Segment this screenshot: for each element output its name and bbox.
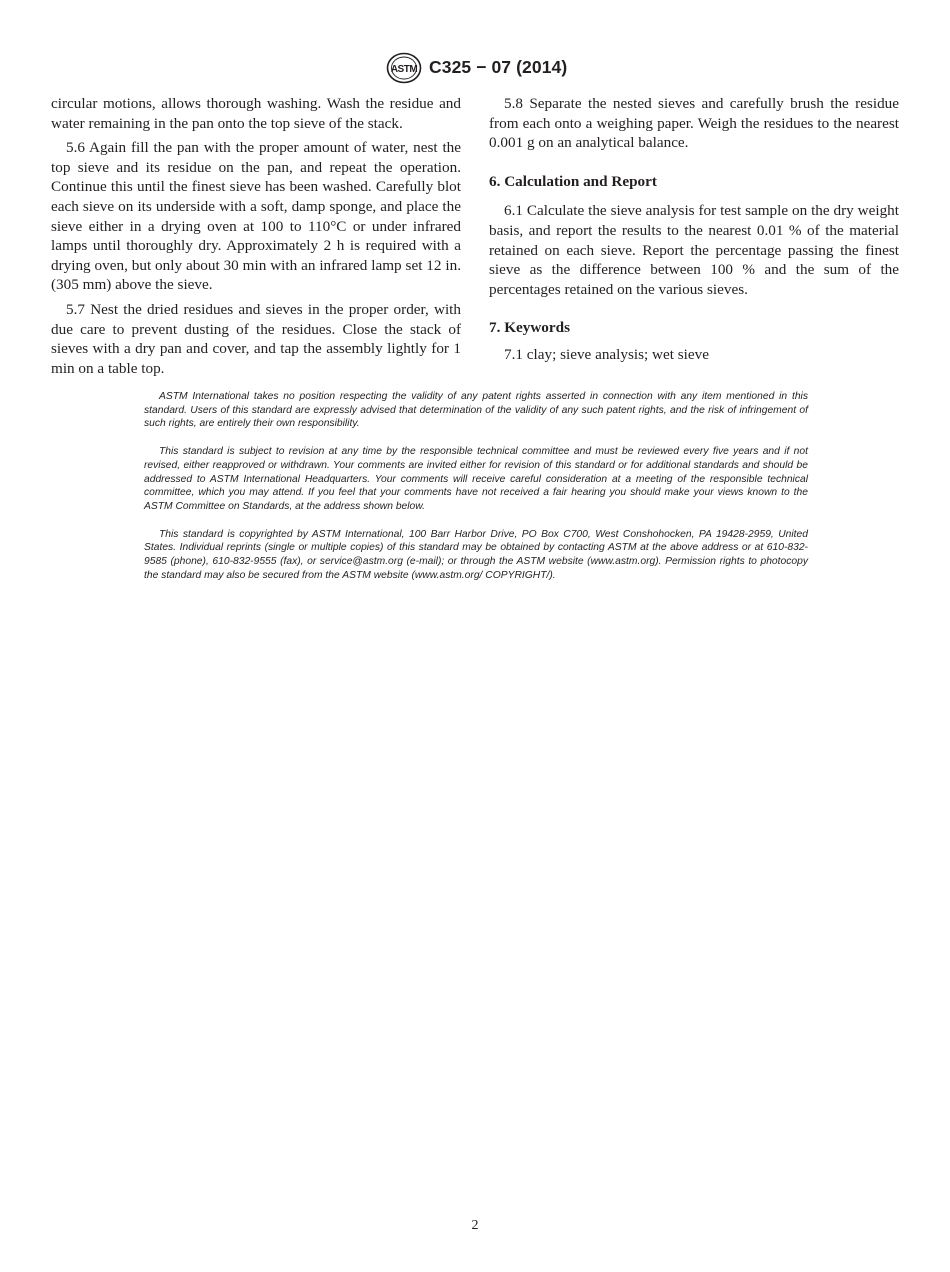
paragraph-5-8: 5.8 Separate the nested sieves and carefully brush the residue from each onto a weighing paper. Weigh the residues to the nearest 0.001 g on an analytical balance. (489, 95, 899, 152)
section-7-heading: 7. Keywords (489, 319, 570, 337)
legal-notices (144, 390, 808, 596)
right-column (489, 94, 899, 365)
paragraph-5-7: 5.7 Nest the dried residues and sieves in the proper order, with due care to prevent dusting of the residues. Close the stack of sieves with a dry pan and cover, and tap the assembly lightly for 1 min on a table top. (51, 300, 461, 377)
paragraph-5-5-continued: circular motions, allows thorough washing. Wash the residue and water remaining in the pan onto the top sieve of the stack. (51, 95, 461, 132)
patent-notice: ASTM International takes no position respecting the validity of any patent rights asserted in connection with any item mentioned in this standard. Users of this standard are expressly advised that determination of the validity of any such patent rights, and the risk of infringement of such rights, are entirely their own responsibility. (144, 391, 808, 430)
paragraph-5-6: 5.6 Again fill the pan with the proper amount of water, nest the top sieve and its residue on the pan, and repeat the operation. Continue this until the finest sieve has been washed. Carefully blot each sieve on its underside with a soft, damp sponge, and place the sieve either in a drying oven at 100 to 110°C or under infrared lamps until thoroughly dry. Approximately 2 h is required with a drying oven, but only about 30 min with an infrared lamp set 12 in. (305 mm) above the sieve. (51, 139, 461, 294)
paragraph-7-1: 7.1 clay; sieve analysis; wet sieve (504, 345, 709, 363)
page-number: 2 (471, 1218, 479, 1233)
astm-logo-icon (386, 52, 422, 84)
revision-notice: This standard is subject to revision at any time by the responsible technical committee and must be reviewed every five years and if not revised, either reapproved or withdrawn. Your comments are invited either for revision of this standard or for additional standards and should be addressed to ASTM International Headquarters. Your comments will receive careful consideration at a meeting of the responsible technical committee, which you may attend. If you feel that your comments have not received a fair hearing you should make your views known to the ASTM Committee on Standards, at the address shown below. (144, 446, 808, 512)
copyright-notice: This standard is copyrighted by ASTM International, 100 Barr Harbor Drive, PO Box C700, West Conshohocken, PA 19428-2959, United States. Individual reprints (single or multiple copies) of this standard may be obtained by contacting ASTM at the above address or at 610-832-9585 (phone), 610-832-9555 (fax), or service@astm.org (e-mail); or through the ASTM website (www.astm.org). Permission rights to photocopy the standard may also be secured from the ASTM website (www.astm.org/ COPYRIGHT/). (144, 528, 808, 581)
standard-designation: C325 − 07 (2014) (429, 57, 568, 77)
paragraph-6-1: 6.1 Calculate the sieve analysis for test sample on the dry weight basis, and report the results to the nearest 0.01 % of the material retained on each sieve. Report the percentage passing the finest sieve as the difference between 100 % and the sum of the percentages retained on the various sieves. (489, 202, 899, 298)
section-6-heading: 6. Calculation and Report (489, 172, 657, 190)
left-column (51, 94, 461, 378)
page-header (0, 52, 950, 86)
svg-text:ASTM: ASTM (390, 64, 418, 75)
